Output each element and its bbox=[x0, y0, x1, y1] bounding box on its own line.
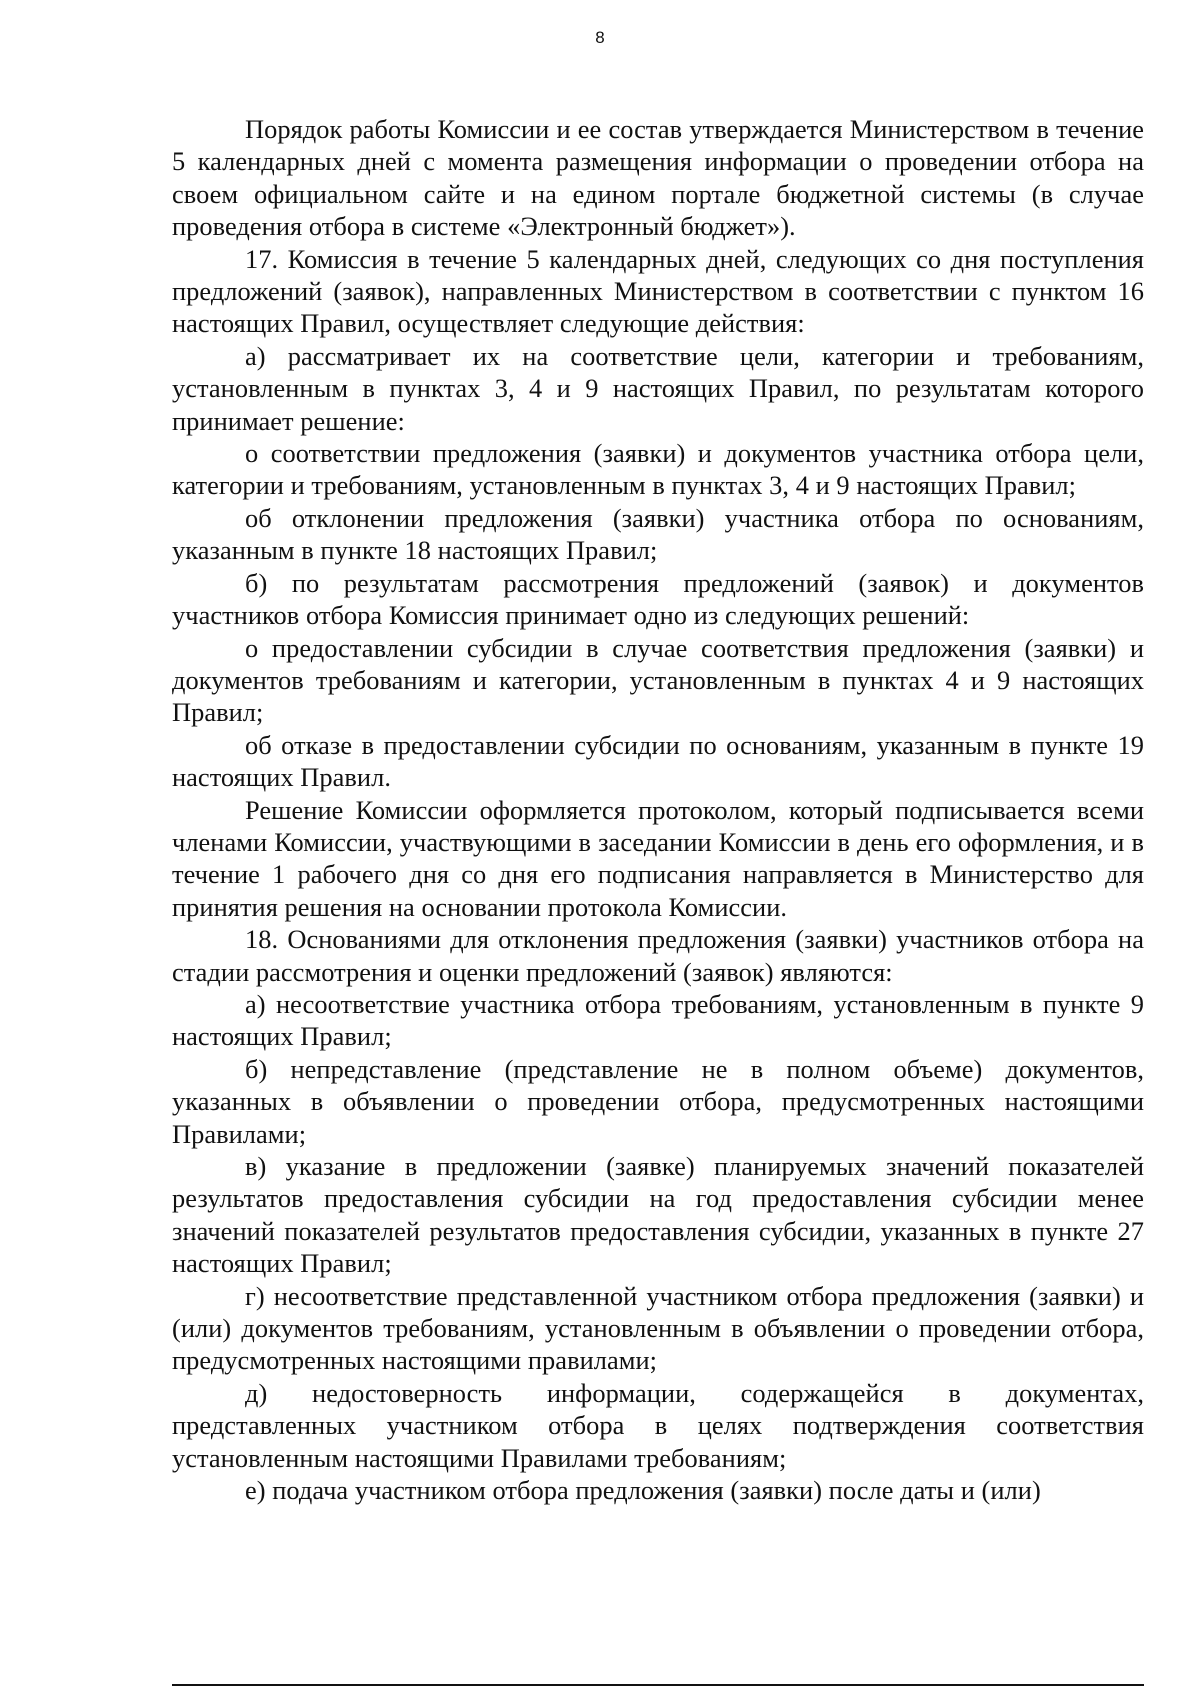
paragraph-item-18-g: г) несоответствие представленной участником отбора предложения (заявки) и (или) документов требованиям, установленным в объявлении о проведении отбора, предусмотренных настоящими правилами; bbox=[172, 1280, 1144, 1376]
paragraph-item-17: 17. Комиссия в течение 5 календарных дней, следующих со дня поступления предложений (заявок), направленных Министерством в соответствии с пунктом 16 настоящих Правил, осуществляет следующие действия: bbox=[172, 243, 1144, 339]
paragraph-commission-procedure: Порядок работы Комиссии и ее состав утверждается Министерством в течение 5 календарных дней с момента размещения информации о проведении отбора на своем официальном сайте и на едином портале бюджетной системы (в случае проведения отбора в системе «Электронный бюджет»). bbox=[172, 114, 1144, 242]
paragraph-decision-compliance: о соответствии предложения (заявки) и документов участника отбора цели, категории и требованиям, установленным в пунктах 3, 4 и 9 настоящих Правил; bbox=[172, 438, 1144, 501]
paragraph-item-18-b: б) непредставление (представление не в полном объеме) документов, указанных в объявлении о проведении отбора, предусмотренных настоящими Правилами; bbox=[172, 1053, 1144, 1149]
document-body bbox=[172, 113, 1144, 1506]
paragraph-item-18-a: а) несоответствие участника отбора требованиям, установленным в пункте 9 настоящих Правил; bbox=[172, 988, 1144, 1052]
bottom-divider bbox=[172, 1684, 1144, 1686]
page-number: 8 bbox=[595, 28, 605, 47]
paragraph-decision-refusal: об отказе в предоставлении субсидии по основаниям, указанным в пункте 19 настоящих Правил. bbox=[172, 729, 1144, 793]
paragraph-item-18-d: д) недостоверность информации, содержащейся в документах, представленных участником отбора в целях подтверждения соответствия установленным настоящими Правилами требованиям; bbox=[172, 1377, 1144, 1473]
paragraph-item-18-e: е) подача участником отбора предложения (заявки) после даты и (или) bbox=[245, 1475, 1041, 1506]
paragraph-item-18-v: в) указание в предложении (заявке) планируемых значений показателей результатов предоставления субсидии на год предоставления субсидии менее значений показателей результатов предоставления субсидии, указанных в пункте 27 настоящих Правил; bbox=[172, 1151, 1144, 1279]
paragraph-item-18: 18. Основаниями для отклонения предложения (заявки) участников отбора на стадии рассмотрения и оценки предложений (заявок) являются: bbox=[172, 924, 1144, 987]
paragraph-item-17-b: б) по результатам рассмотрения предложений (заявок) и документов участников отбора Комиссия принимает одно из следующих решений: bbox=[172, 567, 1144, 631]
paragraph-decision-grant: о предоставлении субсидии в случае соответствия предложения (заявки) и документов требованиям и категории, установленным в пунктах 4 и 9 настоящих Правил; bbox=[172, 632, 1144, 728]
paragraph-protocol: Решение Комиссии оформляется протоколом, который подписывается всеми членами Комиссии, участвующими в заседании Комиссии в день его оформления, и в течение 1 рабочего дня со дня его подписания направляется в Министерство для принятия решения на основании протокола Комиссии. bbox=[172, 794, 1144, 922]
paragraph-decision-rejection: об отклонении предложения (заявки) участника отбора по основаниям, указанным в пункте 18 настоящих Правил; bbox=[172, 502, 1144, 566]
paragraph-item-17-a: а) рассматривает их на соответствие цели, категории и требованиям, установленным в пунктах 3, 4 и 9 настоящих Правил, по результатам которого принимает решение: bbox=[172, 340, 1144, 436]
